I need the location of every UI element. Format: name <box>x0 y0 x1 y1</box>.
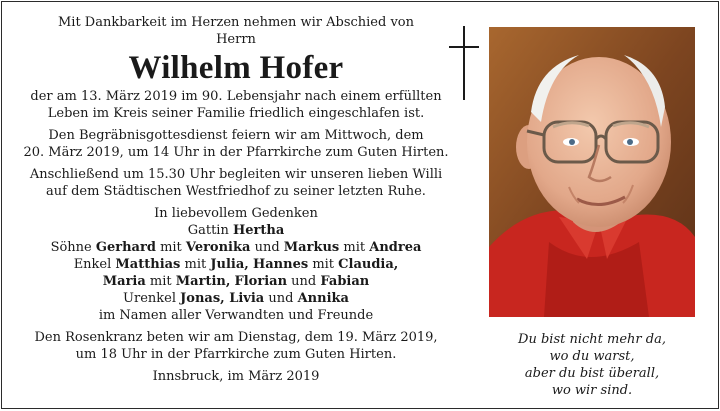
funeral-line-2: 20. März 2019, um 14 Uhr in der Pfarrkirche zum Guten Hirten. <box>23 145 449 160</box>
funeral-line-1: Den Begräbnisgottesdienst feiern wir am Mittwoch, dem <box>48 128 424 143</box>
cross-icon <box>449 26 479 100</box>
grandchildren-line-2: Maria mit Martin, Florian und Fabian <box>102 274 370 289</box>
poem-line: aber du bist überall, <box>524 366 660 381</box>
burial-line-1: Anschließend um 15.30 Uhr begleiten wir unseren lieben Willi <box>29 167 443 182</box>
memory-line: In liebevollem Gedenken <box>154 206 318 221</box>
grandchildren-line-1: Enkel Matthias mit Julia, Hannes mit Claudia, <box>73 257 399 272</box>
poem-line: Du bist nicht mehr da, <box>518 332 666 347</box>
death-line-1: der am 13. März 2019 im 90. Lebensjahr nach einem erfüllten <box>30 89 442 104</box>
intro-line: Mit Dankbarkeit im Herzen nehmen wir Abschied von <box>57 15 414 30</box>
deceased-name: Wilhelm Hofer <box>128 50 344 86</box>
portrait-photo <box>489 27 695 317</box>
sons-line: Söhne Gerhard mit Veronika und Markus mit Andrea <box>50 240 422 255</box>
grandchildren-label: Enkel <box>73 257 112 272</box>
poem <box>489 331 695 399</box>
son-name: Markus <box>283 240 340 255</box>
great-grandchildren-line: Urenkel Jonas, Livia und Annika <box>123 291 349 306</box>
wife-label: Gattin <box>187 223 229 238</box>
wife-name: Hertha <box>232 223 285 238</box>
notice-text-column <box>16 14 456 385</box>
spouse-name: Andrea <box>369 240 422 255</box>
relatives-line: im Namen aller Verwandten und Freunde <box>98 308 374 323</box>
rosary-line-2: um 18 Uhr in der Pfarrkirche zum Guten Hirten. <box>75 347 397 362</box>
great-grandchildren-label: Urenkel <box>123 291 177 306</box>
obituary-notice <box>1 1 719 409</box>
sons-label: Söhne <box>50 240 92 255</box>
place-date: Innsbruck, im März 2019 <box>152 369 320 384</box>
burial-line-2: auf dem Städtischen Westfriedhof zu seiner letzten Ruhe. <box>46 184 426 199</box>
honorific: Herrn <box>216 32 256 47</box>
son-name: Gerhard <box>95 240 156 255</box>
spouse-name: Veronika <box>185 240 251 255</box>
rosary-line-1: Den Rosenkranz beten wir am Dienstag, dem 19. März 2019, <box>34 330 438 345</box>
wife-line <box>16 222 456 239</box>
death-line-2: Leben im Kreis seiner Familie friedlich eingeschlafen ist. <box>47 106 425 121</box>
poem-line: wo du warst, <box>549 349 635 364</box>
poem-line: wo wir sind. <box>551 383 633 398</box>
